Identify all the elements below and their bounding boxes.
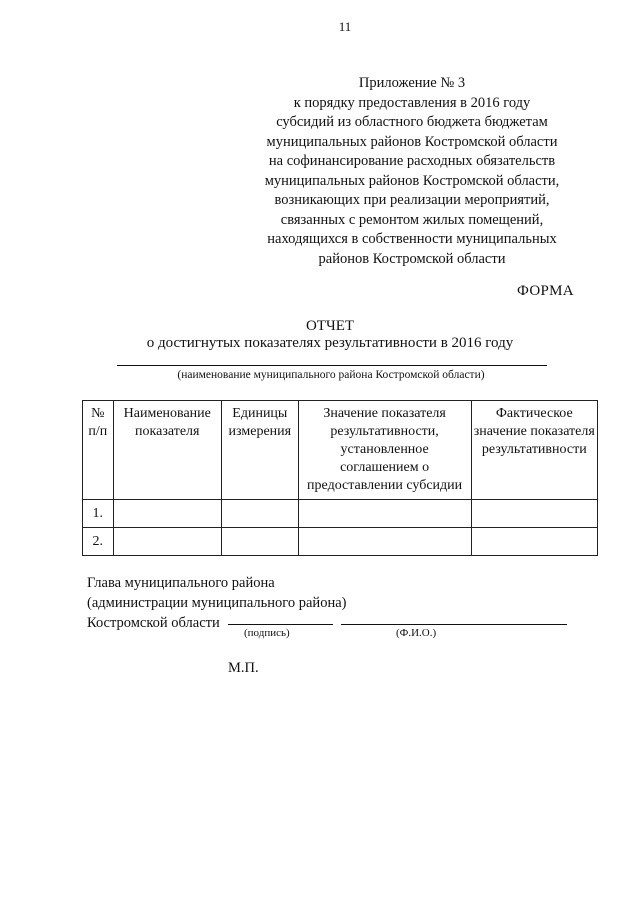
page-number: 11 bbox=[338, 19, 352, 34]
row-actual-value bbox=[471, 500, 597, 528]
row-unit bbox=[221, 500, 298, 528]
header-number: № п/п bbox=[83, 401, 114, 500]
header-actual-value: Фактическое значение показателя результативности bbox=[471, 401, 597, 500]
form-label: ФОРМА bbox=[517, 283, 574, 299]
full-name-caption: (Ф.И.О.) bbox=[396, 627, 437, 639]
row-target-value bbox=[298, 528, 471, 556]
appendix-header bbox=[250, 74, 574, 269]
row-actual-value bbox=[471, 528, 597, 556]
appendix-line: находящихся в собственности муниципальных bbox=[267, 231, 557, 247]
row-number: 1. bbox=[83, 500, 114, 528]
appendix-line: к порядку предоставления в 2016 году bbox=[293, 94, 531, 111]
indicators-table bbox=[82, 400, 598, 556]
row-indicator-name bbox=[113, 500, 221, 528]
table-header-row bbox=[83, 401, 598, 500]
appendix-line: субсидий из областного бюджета бюджетам bbox=[276, 114, 548, 130]
header-target-value: Значение показателя результативности, установленное соглашением о предоставлении субсидии bbox=[298, 401, 471, 500]
stamp-place-label: М.П. bbox=[228, 660, 259, 676]
report-subtitle: о достигнутых показателях результативности в 2016 году bbox=[146, 335, 514, 351]
appendix-line: муниципальных районов Костромской области bbox=[266, 133, 558, 150]
signature-blank-line bbox=[228, 624, 333, 625]
signature-title-line: (администрации муниципального района) bbox=[87, 595, 347, 611]
appendix-line: Приложение № 3 bbox=[358, 75, 466, 91]
signature-caption: (подпись) bbox=[244, 627, 290, 639]
table-row bbox=[83, 528, 598, 556]
signature-title-line: Костромской области bbox=[87, 615, 220, 631]
appendix-line: связанных с ремонтом жилых помещений, bbox=[280, 211, 544, 228]
report-title: ОТЧЕТ bbox=[305, 318, 355, 334]
table-row bbox=[83, 500, 598, 528]
row-number: 2. bbox=[83, 528, 114, 556]
header-indicator-name: Наименование показателя bbox=[113, 401, 221, 500]
district-name-blank-line bbox=[117, 365, 547, 366]
row-target-value bbox=[298, 500, 471, 528]
full-name-blank-line bbox=[341, 624, 567, 625]
appendix-line: возникающих при реализации мероприятий, bbox=[274, 192, 550, 208]
signature-title-line: Глава муниципального района bbox=[87, 575, 275, 591]
header-unit: Единицы измерения bbox=[221, 401, 298, 500]
row-unit bbox=[221, 528, 298, 556]
row-indicator-name bbox=[113, 528, 221, 556]
appendix-line: районов Костромской области bbox=[318, 250, 506, 267]
district-name-caption: (наименование муниципального района Костромской области) bbox=[177, 369, 485, 381]
appendix-line: муниципальных районов Костромской области, bbox=[264, 172, 560, 189]
appendix-line: на софинансирование расходных обязательств bbox=[268, 153, 556, 169]
